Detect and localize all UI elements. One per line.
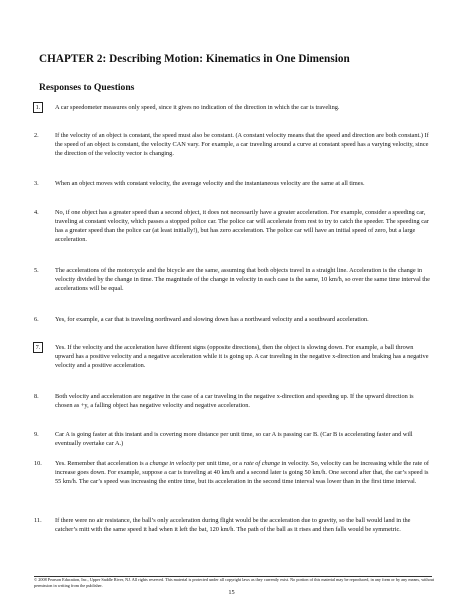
item-number: 6. <box>34 316 39 323</box>
item-number: 1. <box>33 102 43 113</box>
question-response-11 <box>34 516 432 534</box>
item-text: No, if one object has a greater speed than a second object, it does not necessarily have a greater acceleration. For example, consider a speeding car, traveling at constant velocity, which passes a stopped police car. The police car will accelerate from rest to try to catch the speeder. The speeding car has a greater speed than the police car (at least initially!), but has zero acceleration. The police car will have an initial speed of zero, but a large acceleration. <box>55 209 429 243</box>
item-number: 3. <box>34 180 39 187</box>
item-text: Yes. If the velocity and the acceleration have different signs (opposite directions), then the object is slowing down. For example, a ball thrown upward has a positive velocity and a negative acceleration while it is going up. A car traveling in the negative x-direction and braking has a negative velocity and a positive acceleration. <box>55 344 429 369</box>
item-text: When an object moves with constant velocity, the average velocity and the instantaneous velocity are the same at all times. <box>55 180 365 187</box>
chapter-title: CHAPTER 2: Describing Motion: Kinematics in One Dimension <box>39 53 350 65</box>
item-text: Yes. Remember that acceleration is a change in velocity per unit time, or a rate of change in velocity. So, velocity can be increasing while the rate of increase goes down. For example, suppose a car is traveling at 40 km/h and a second later is going 50 km/h. One second after that, the car’s speed is 55 km/h. The car’s speed was increasing the entire time, but its acceleration in the second time interval was lower than in the first time interval. <box>55 460 430 485</box>
item-number: 10. <box>34 460 42 467</box>
question-response-8 <box>34 392 432 410</box>
item-number: 4. <box>34 209 39 216</box>
item-number: 11. <box>34 517 42 524</box>
question-response-1 <box>34 103 432 112</box>
item-text: Both velocity and acceleration are negative in the case of a car traveling in the negative x-direction and speeding up. If the upward direction is chosen as +y, a falling object has negative velocity and negative acceleration. <box>55 393 414 409</box>
item-number: 5. <box>34 267 39 274</box>
item-text: The accelerations of the motorcycle and the bicycle are the same, assuming that both objects travel in a straight line. Acceleration is the change in velocity divided by the change in time. The magnitude of the change in velocity in each case is the same, 10 km/h, so over the same time interval the accelerations will be equal. <box>55 267 430 292</box>
item-number: 2. <box>34 132 39 139</box>
question-response-5 <box>34 266 432 293</box>
item-text: If the velocity of an object is constant, the speed must also be constant. (A constant velocity means that the speed and direction are both constant.) If the speed of an object is constant, the velocity CAN vary. For example, a car traveling around a curve at constant speed has a varying velocity, since the direction of the velocity vector is changing. <box>55 132 429 157</box>
question-response-6 <box>34 315 432 324</box>
item-text: Yes, for example, a car that is traveling northward and slowing down has a northward velocity and a southward acceleration. <box>55 316 369 323</box>
question-response-4 <box>34 208 432 244</box>
item-number: 8. <box>34 393 39 400</box>
question-response-10 <box>34 459 432 486</box>
question-response-2 <box>34 131 432 158</box>
question-response-9 <box>34 430 432 448</box>
page-number: 15 <box>228 589 235 596</box>
item-number: 9. <box>34 431 39 438</box>
question-response-7 <box>34 343 432 370</box>
question-response-3 <box>34 179 432 188</box>
item-number: 7. <box>33 342 43 353</box>
copyright-footer: © 2008 Pearson Education, Inc., Upper Saddle River, NJ. All rights reserved. This material is protected under all copyright laws as they currently exist. No portion of this material may be reproduced, in any form or by any means, without permission in writing from the publisher. <box>34 577 434 588</box>
section-heading: Responses to Questions <box>39 82 135 93</box>
item-text: Car A is going faster at this instant and is covering more distance per unit time, so car A is passing car B. (Car B is accelerating faster and will eventually overtake car A.) <box>55 431 413 447</box>
item-text: If there were no air resistance, the ball’s only acceleration during flight would be the acceleration due to gravity, so the ball would land in the catcher’s mitt with the same speed it had when it left the bat, 120 km/h. The path of the ball as it rises and then falls would be symmetric. <box>55 517 411 533</box>
item-text: A car speedometer measures only speed, since it gives no indication of the direction in which the car is traveling. <box>55 104 340 111</box>
